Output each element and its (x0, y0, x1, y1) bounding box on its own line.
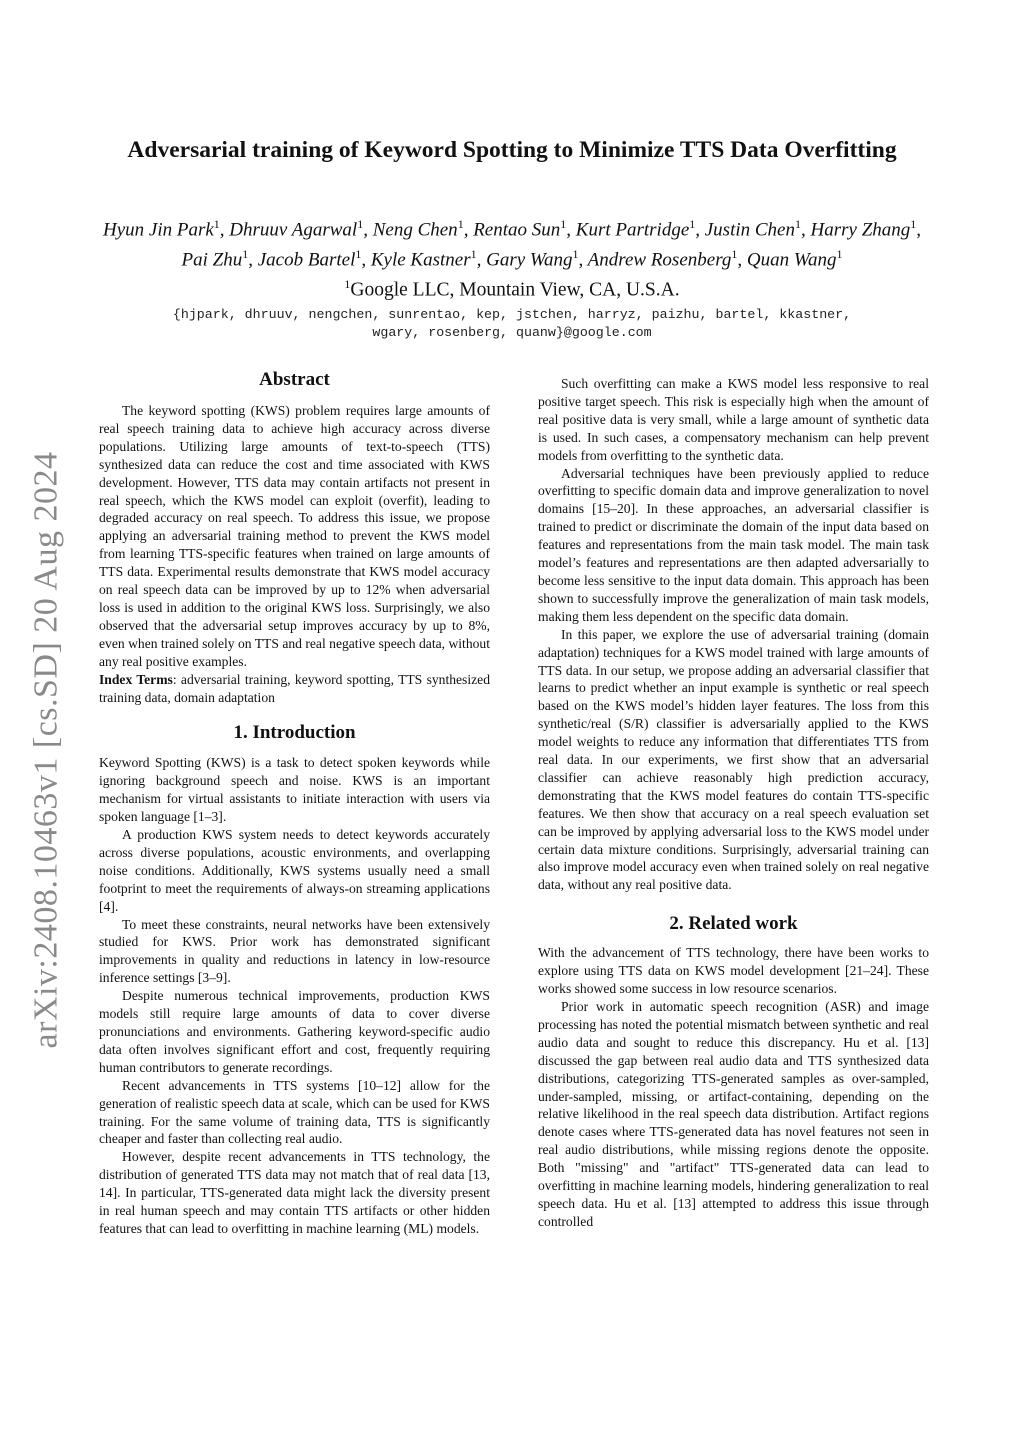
affiliation-sup: 1 (344, 277, 351, 291)
paper-title: Adversarial training of Keyword Spotting to Minimize TTS Data Overfitting (127, 137, 897, 163)
paragraph: However, despite recent advancements in TTS technology, the distribution of generated TTS data may not match that of real data [13, 14]. In particular, TTS-generated data might lack the diversity present in real human speech and may contain TTS artifacts or other hidden features that can lead to overfitting in machine learning (ML) models. (99, 1149, 490, 1236)
paragraph: In this paper, we explore the use of adversarial training (domain adaptation) techniques for a KWS model trained with large amounts of TTS data. In our setup, we propose adding an adversarial classifier that learns to predict whether an input example is synthetic or real speech based on the KWS model’s hidden layer features. The loss from this synthetic/real (S/R) classifier is adversarially applied to the KWS model weights to reduce any information that differentiates TTS from real data. In our experiments, we first show that an adversarial classifier can achieve reasonably high prediction accuracy, demonstrating that the KWS model features do contain TTS-specific features. We then show that accuracy on a real speech evaluation set can be improved by applying adversarial loss to the KWS model under certain data mixture conditions. Surprisingly, adversarial training can also improve model accuracy even when trained solely on real negative data, without any real positive data. (538, 626, 929, 893)
related-work-heading: 2. Related work (669, 913, 798, 935)
author-name: Harry Zhang (810, 219, 911, 241)
author-affiliation-sup: 1 (731, 247, 738, 262)
author-name: Dhruuv Agarwal (229, 219, 358, 241)
index-terms-label: Index Terms (99, 671, 173, 687)
paragraph: Despite numerous technical improvements, production KWS models still require large amounts of data to cover diverse pronunciations and environments. Gathering keyword-specific audio data often involves significant effort and cost, frequently requiring human contributors to generate recordings. (99, 988, 490, 1075)
author-list: Hyun Jin Park$^1$, Dhruuv Agarwal$^1$, Neng Chen$^1$, Rentao Sun$^1$, Kurt Partridge$^1$, Justin Chen$^1$, Harry Zhang$^1$, Pai Zhu$^1$, Jacob Bartel$^1$, Kyle Kastner$^1$, Gary Wang$^1$, Andrew Rosenberg$^1$, Quan Wang$^1$ (102, 217, 922, 271)
paragraph: Prior work in automatic speech recognition (ASR) and image processing has noted the potential mismatch between synthetic and real audio data and sought to reduce this discrepancy. Hu et al. [13] discussed the gap between real audio data and TTS synthesized data distributions, categorizing TTS-generated samples as over-sampled, under-sampled, missing, or artifact-containing, depending on the relative likelihood in the real speech data distribution. Artifact regions denote cases where TTS-generated data has novel features not seen in real audio distributions, while missing regions denote the opposite. Both "missing" and "artifact" TTS-generated data can lead to overfitting in machine learning models, hindering generalization to real speech data. Hu et al. [13] attempted to address this issue through controlled (538, 999, 929, 1229)
author-name: Andrew Rosenberg (587, 249, 732, 271)
author-name: Pai Zhu (181, 249, 243, 271)
paragraph: Recent advancements in TTS systems [10–12] allow for the generation of realistic speech data at scale, which can be used for KWS training. For the same volume of training data, TTS is significantly cheaper and faster than collecting real audio. (99, 1077, 490, 1147)
author-name: Rentao Sun (473, 219, 561, 241)
email-line: {hjpark, dhruuv, nengchen, sunrentao, kep, jstchen, harryz, paizhu, bartel, kkastner, (172, 307, 852, 322)
right-column (538, 375, 929, 1231)
author-affiliation-sup: 1 (355, 247, 362, 262)
author-name: Justin Chen (704, 219, 795, 241)
author-affiliation-sup: 1 (836, 247, 843, 262)
author-affiliation-sup: 1 (213, 217, 220, 231)
affiliation-text: Google LLC, Mountain View, CA, U.S.A. (350, 279, 680, 301)
paragraph: To meet these constraints, neural networks have been extensively studied for KWS. Prior work has demonstrated significant improvements in quality and reductions in latency in low-resource inference settings [3–9]. (99, 916, 490, 986)
author-affiliation-sup: 1 (689, 217, 696, 231)
abstract-text: The keyword spotting (KWS) problem requires large amounts of real speech training data to achieve high accuracy across diverse populations. Utilizing large amounts of text-to-speech (TTS) synthesized data can reduce the cost and time associated with KWS development. However, TTS data may contain artifacts not present in real speech, which the KWS model can exploit (overfit), leading to degraded accuracy on real speech. To address this issue, we propose applying an adversarial training method to prevent the KWS model from learning TTS-specific features when trained on large amounts of TTS data. Experimental results demonstrate that KWS model accuracy on real speech data can be improved by up to 12% when adversarial loss is used in addition to the original KWS loss. Surprisingly, we also observed that the adversarial setup improves accuracy by up to 8%, even when trained solely on TTS and real negative speech data, without any real positive examples. (99, 403, 490, 669)
email-line: wgary, rosenberg, quanw}@google.com (372, 325, 652, 340)
index-terms-text: : adversarial training, keyword spotting, TTS synthesized training data, domain adaptation (99, 671, 490, 705)
left-column (99, 368, 490, 1238)
author-affiliation-sup: 1 (572, 247, 579, 262)
author-name: Kurt Partridge (575, 219, 690, 241)
paragraph: Adversarial techniques have been previously applied to reduce overfitting to specific domain data and improve generalization to novel domains [15–20]. In these approaches, an adversarial classifier is trained to predict or discriminate the domain of the input data based on features and representations from the main task model. The main task model’s features and representations are then adapted adversarially to become less sensitive to the input data domain. This approach has been shown to successfully improve the generalization of main task models, making them less dependent on the specific data domain. (538, 465, 929, 624)
paragraph: A production KWS system needs to detect keywords accurately across diverse populations, acoustic environments, and overlapping noise conditions. Additionally, KWS systems usually need a small footprint to meet the requirements of always-on streaming applications [4]. (99, 827, 490, 914)
author-name: Kyle Kastner (370, 249, 471, 271)
paragraph: With the advancement of TTS technology, there have been works to explore using TTS data on KWS model development [21–24]. These works showed some success in low resource scenarios. (538, 945, 929, 997)
author-affiliation-sup: 1 (910, 217, 917, 231)
author-name: Neng Chen (372, 219, 458, 241)
author-name: Gary Wang (486, 249, 573, 271)
abstract-heading: Abstract (259, 369, 330, 390)
author-affiliation-sup: 1 (457, 217, 464, 231)
author-affiliation-sup: 1 (560, 217, 567, 231)
author-affiliation-sup: 1 (470, 247, 477, 262)
arxiv-identifier-text: arXiv:2408.10463v1 [cs.SD] 20 Aug 2024 (27, 451, 64, 1049)
paragraph: Such overfitting can make a KWS model less responsive to real positive target speech. This risk is especially high when the amount of real positive data is very small, while a large amount of synthetic data is used. In such cases, a compensatory mechanism can help prevent models from overfitting to the synthetic data. (538, 376, 929, 463)
author-name: Jacob Bartel (257, 249, 356, 271)
author-affiliation-sup: 1 (357, 217, 364, 231)
author-affiliation-sup: 1 (242, 247, 249, 262)
email-block (100, 306, 924, 342)
affiliation (0, 277, 1024, 302)
paragraph: Keyword Spotting (KWS) is a task to detect spoken keywords while ignoring background speech and noise. KWS is an important mechanism for virtual assistants to initiate interaction with users via spoken language [1–3]. (99, 755, 490, 825)
arxiv-identifier (4, 440, 88, 1060)
author-name: Hyun Jin Park (102, 219, 214, 241)
index-terms (99, 671, 490, 707)
author-name: Quan Wang (746, 249, 837, 271)
introduction-heading: 1. Introduction (233, 722, 356, 744)
author-affiliation-sup: 1 (795, 217, 801, 231)
